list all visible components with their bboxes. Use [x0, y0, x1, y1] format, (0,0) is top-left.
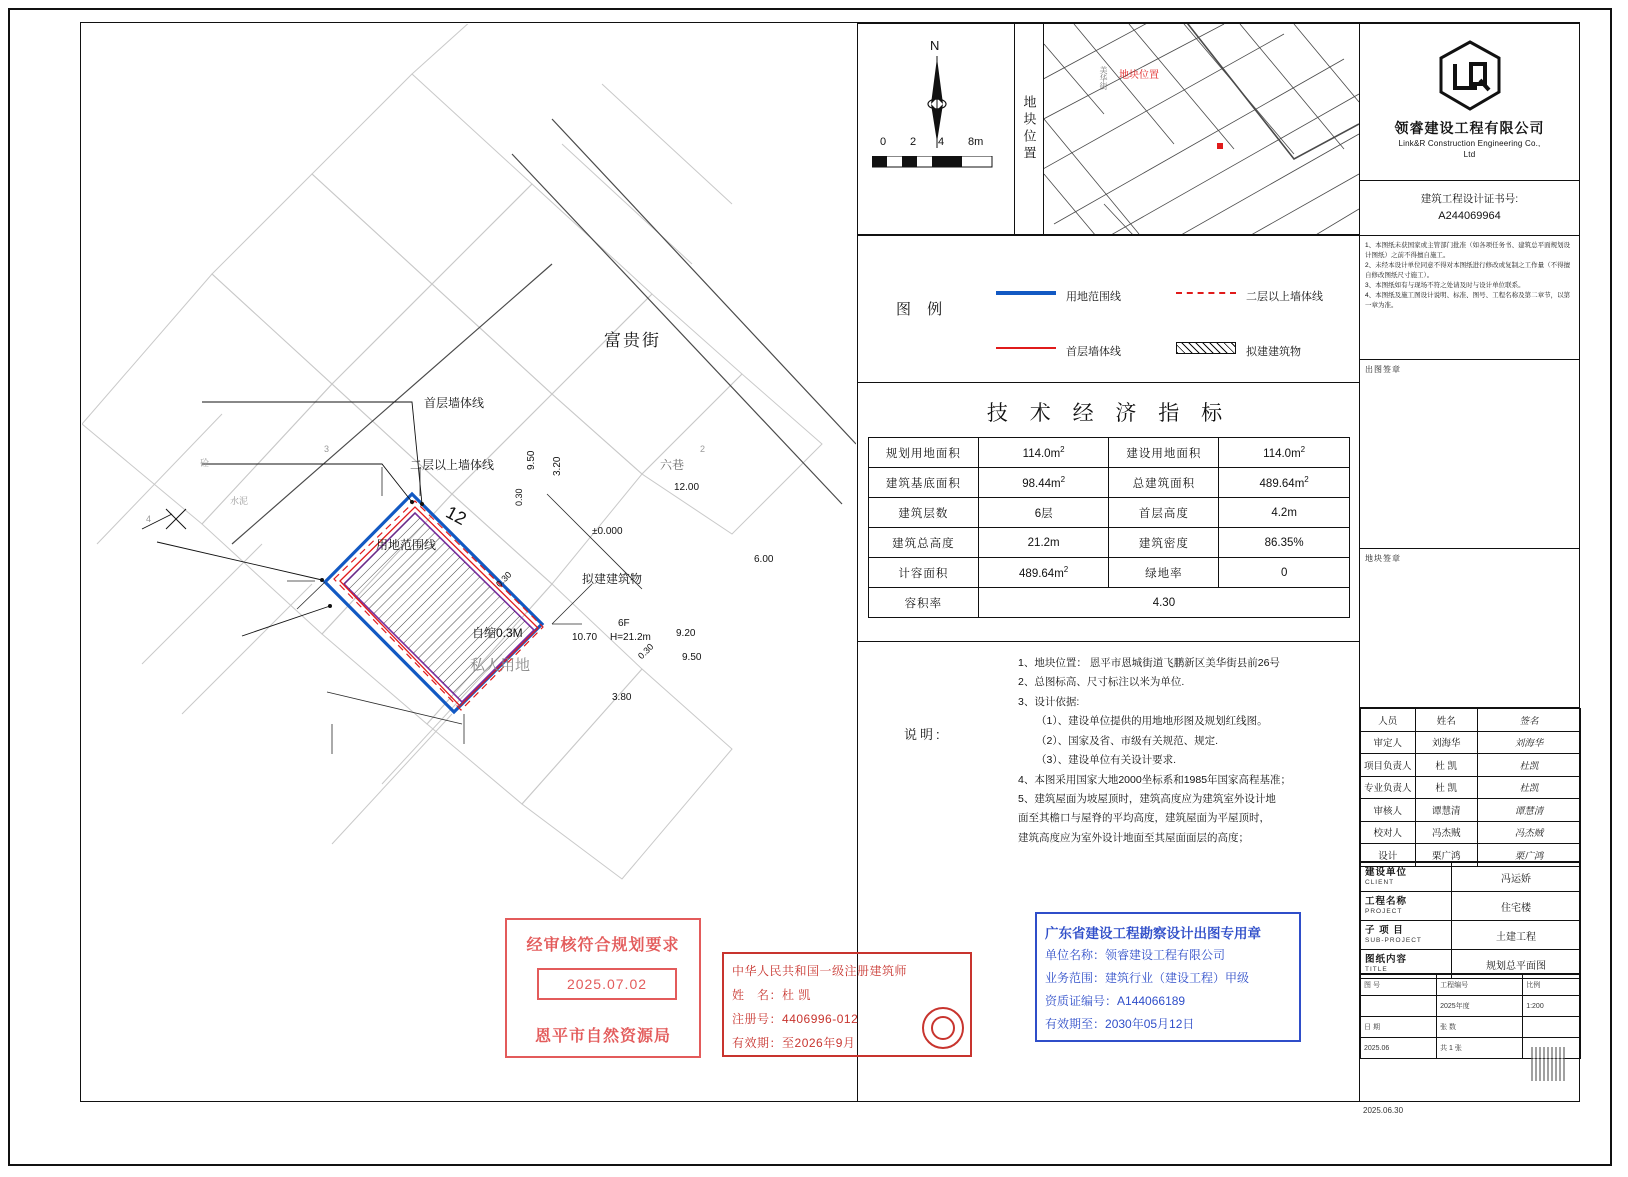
legend-label-first-wall: 首层墙体线 — [1066, 346, 1121, 358]
blue-stamp-valid: 有效期至：2030年05月12日 — [1045, 1017, 1195, 1031]
tech-key: 建筑层数 — [869, 498, 979, 528]
tech-value: $489.64m^2$ — [978, 558, 1109, 588]
dimension-6-00: 6.00 — [754, 554, 774, 565]
tech-value: 86.35% — [1219, 528, 1350, 558]
location-marker-label: 地块位置 — [1119, 70, 1159, 81]
signer-role: 专业负责人 — [1361, 776, 1416, 799]
faint-note-2: 4 — [146, 514, 152, 524]
dimension-0-30-a: 0.30 — [514, 488, 524, 506]
note-line-1: 1、本图纸未获国家或主管部门批准（如各项任务书、建筑总平面规划设计图纸）之前不得擅自施工。 — [1365, 242, 1571, 260]
blue-stamp-scope: 业务范围：建筑行业（建设工程）甲级 — [1045, 971, 1250, 985]
titleblock-table — [1360, 862, 1581, 979]
sheet-info-cell: 工程编号 — [1437, 975, 1523, 996]
certificate-number: A244069964 — [1438, 210, 1501, 222]
signers-table — [1360, 708, 1581, 867]
dimension-12-00: 12.00 — [674, 482, 700, 493]
signer-name: 杜 凯 — [1415, 776, 1477, 799]
dimension-0-30-b: 0.30 — [494, 569, 514, 590]
technical-indicators-table — [868, 437, 1350, 618]
signer-signature: 刘海华 — [1477, 731, 1580, 754]
blue-stamp-title: 广东省建设工程勘察设计出图专用章 — [1045, 926, 1261, 941]
signers-header-name: 姓名 — [1415, 709, 1477, 732]
area-seal-panel — [1359, 548, 1580, 708]
proposed-building-label: 拟建建筑物 — [582, 572, 643, 586]
sheet-info-cell: 2025年度 — [1437, 996, 1523, 1017]
titleblock-value: 土建工程 — [1451, 921, 1580, 950]
tech-key: 首层高度 — [1109, 498, 1219, 528]
dimension-9-50-b: 9.50 — [682, 652, 702, 663]
tech-key: 建筑总高度 — [869, 528, 979, 558]
titleblock-panel — [1359, 861, 1580, 974]
qr-code — [1531, 1047, 1565, 1081]
description-line: （2）、国家及省、市级有关规范、规定. — [1036, 734, 1219, 747]
tech-value: 21.2m — [978, 528, 1109, 558]
company-logo-panel — [1359, 23, 1580, 181]
tech-key: 建设用地面积 — [1109, 438, 1219, 468]
floor-count-label: 6F — [618, 618, 630, 629]
architect-title: 中华人民共和国一级注册建筑师 — [732, 964, 908, 978]
legend-panel — [857, 235, 1360, 383]
private-land-label: 私人用地 — [470, 657, 531, 674]
signers-header-sign: 签名 — [1477, 709, 1580, 732]
titleblock-value: 住宅楼 — [1451, 892, 1580, 921]
signer-role: 设计 — [1361, 844, 1416, 867]
legend-swatch-land-boundary — [996, 287, 1056, 299]
signer-name: 栗广鸿 — [1415, 844, 1477, 867]
general-notes-text — [1365, 241, 1575, 311]
planning-approval-stamp — [505, 918, 701, 1058]
signer-name: 谭慧清 — [1415, 799, 1477, 822]
signer-signature: 冯杰贼 — [1477, 821, 1580, 844]
signer-signature: 谭慧清 — [1477, 799, 1580, 822]
signer-name: 杜 凯 — [1415, 754, 1477, 777]
tech-key: 建筑基底面积 — [869, 468, 979, 498]
tech-value: $114.0m^2$ — [1219, 438, 1350, 468]
dimension-3-80: 3.80 — [612, 692, 632, 703]
architect-valid-row: 有效期：至2026年9月 — [732, 1036, 856, 1050]
street-name-label: 富贵街 — [604, 331, 661, 350]
table-row — [1361, 975, 1581, 996]
titleblock-value: 冯运娇 — [1451, 863, 1580, 892]
table-row — [1361, 892, 1581, 921]
location-road-label: 美华街 — [1099, 66, 1108, 90]
faint-note-3: 3 — [324, 444, 330, 454]
dimension-9-50-a: 9.50 — [526, 450, 537, 470]
approval-title: 经审核符合规划要求 — [526, 937, 680, 954]
table-row — [1361, 709, 1581, 732]
description-line: 2、总图标高、尺寸标注以米为单位. — [1018, 676, 1185, 689]
table-row — [1361, 754, 1581, 777]
signers-header-role: 人员 — [1361, 709, 1416, 732]
table-row — [869, 438, 1350, 468]
signer-signature: 杜凯 — [1477, 754, 1580, 777]
sheet-info-cell: 共 1 张 — [1437, 1038, 1523, 1059]
signer-name: 刘海华 — [1415, 731, 1477, 754]
location-side-label: 地块位置 — [1021, 95, 1037, 163]
approval-date: 2025.07.02 — [537, 968, 677, 1000]
sheet-info-cell: 日 期 — [1361, 1017, 1437, 1038]
table-row — [1361, 1017, 1581, 1038]
description-line: 面至其檐口与屋脊的平均高度，建筑屋面为平屋顶时， — [1018, 812, 1270, 825]
signer-role: 审定人 — [1361, 731, 1416, 754]
dimension-0-30-c: 0.30 — [636, 641, 656, 662]
description-line: 1、地块位置： 恩平市恩城街道飞鹏新区美华街县前26号 — [1018, 657, 1280, 669]
sheet-info-cell — [1523, 1017, 1581, 1038]
table-row — [869, 528, 1350, 558]
description-line: 5、建筑屋面为坡屋顶时，建筑高度应为建筑室外设计地 — [1018, 792, 1276, 805]
architect-name-row: 姓 名：杜 凯 — [732, 988, 811, 1002]
area-seal-label: 地块签章 — [1365, 554, 1401, 563]
blue-stamp-unit: 单位名称：领睿建设工程有限公司 — [1045, 948, 1226, 962]
legend-label-land-boundary: 用地范围线 — [1066, 291, 1121, 303]
location-map-panel — [1043, 23, 1360, 235]
sheet-info-panel — [1359, 973, 1580, 1102]
tech-key: 规划用地面积 — [869, 438, 979, 468]
table-row — [1361, 821, 1581, 844]
location-side-label-box — [1014, 23, 1044, 235]
description-line: （1）、建设单位提供的用地地形图及规划红线图。 — [1036, 715, 1268, 728]
tech-key: 计容面积 — [869, 558, 979, 588]
tech-key: 容积率 — [869, 588, 979, 618]
signer-name: 冯杰贼 — [1415, 821, 1477, 844]
titleblock-key: 子 项 目 SUB-PROJECT — [1361, 921, 1452, 950]
tech-value: $489.64m^2$ — [1219, 468, 1350, 498]
building-elevation-label: ±0.000 — [592, 526, 623, 537]
note-line-2: 2、未经本设计单位同意不得对本图纸进行修改或复制之工作量（不得擅自修改图纸尺寸施工）。 — [1365, 262, 1571, 280]
legend-swatch-proposed-building — [1176, 342, 1236, 354]
tech-value: 0 — [1219, 558, 1350, 588]
titleblock-value: 规划总平面图 — [1451, 950, 1580, 979]
architect-seal-icon — [922, 1007, 964, 1049]
design-certificate-panel — [1359, 180, 1580, 236]
tech-value: $98.44m^2$ — [978, 468, 1109, 498]
dimension-3-20: 3.20 — [552, 456, 563, 476]
signer-role: 校对人 — [1361, 821, 1416, 844]
scale-bar-icon — [872, 156, 1002, 170]
north-letter: N — [930, 38, 940, 53]
tech-key: 总建筑面积 — [1109, 468, 1219, 498]
callout-upper-floor-wall: 二层以上墙体线 — [410, 458, 495, 472]
dimension-12: 12 — [442, 502, 470, 530]
signer-role: 审核人 — [1361, 799, 1416, 822]
sheet-info-cell: 2025.06 — [1361, 1038, 1437, 1059]
description-line: 4、本图采用国家大地2000坐标系和1985年国家高程基准； — [1018, 773, 1292, 786]
legend-label-upper-wall: 二层以上墙体线 — [1246, 291, 1323, 303]
faint-note-0: 砼 — [200, 458, 210, 468]
faint-note-4: 2 — [700, 444, 706, 454]
technical-indicators-title: 技 术 经 济 指 标 — [986, 402, 1231, 425]
signer-signature: 杜凯 — [1477, 776, 1580, 799]
table-row — [869, 588, 1350, 618]
table-row — [1361, 921, 1581, 950]
description-list — [1018, 654, 1348, 848]
table-row — [869, 558, 1350, 588]
company-name: 领睿建设工程有限公司 — [1394, 120, 1545, 136]
legend-label-proposed-building: 拟建建筑物 — [1246, 346, 1301, 358]
plot-date: 2025.06.30 — [1363, 1106, 1404, 1115]
titleblock-key: 图纸内容 TITLE — [1361, 950, 1452, 979]
sheet-info-cell: 1:200 — [1523, 996, 1581, 1017]
certificate-label: 建筑工程设计证书号: — [1420, 193, 1519, 205]
signer-signature: 栗广鸿 — [1477, 844, 1580, 867]
dimension-9-20: 9.20 — [676, 628, 696, 639]
alley-label: 六巷 — [660, 458, 685, 472]
site-plan-drawing — [82, 24, 859, 1100]
table-row — [869, 498, 1350, 528]
company-name-en: Link&R Construction Engineering Co., Ltd — [1398, 139, 1541, 160]
sheet-info-cell — [1361, 996, 1437, 1017]
callout-first-floor-wall: 首层墙体线 — [424, 396, 485, 410]
tech-key: 绿地率 — [1109, 558, 1219, 588]
sheet-info-cell: 图 号 — [1361, 975, 1437, 996]
approval-issuer: 恩平市自然资源局 — [534, 1028, 671, 1045]
plot-seal-label: 出图签章 — [1365, 365, 1401, 374]
registered-architect-stamp — [722, 952, 972, 1057]
description-label: 说明: — [904, 727, 943, 742]
tech-value: $114.0m^2$ — [978, 438, 1109, 468]
company-logo-icon — [1437, 40, 1503, 112]
signer-role: 项目负责人 — [1361, 754, 1416, 777]
description-line: （3）、建设单位有关设计要求. — [1036, 754, 1177, 767]
callout-setback: 自缩0.3M — [472, 626, 523, 640]
legend-title: 图 例 — [896, 301, 949, 318]
table-row — [1361, 863, 1581, 892]
callout-land-boundary: 用地范围线 — [376, 538, 437, 552]
legend-swatch-upper-wall — [1176, 287, 1236, 299]
note-line-3: 3、本图纸如有与现场不符之处请及时与设计单位联系。 — [1365, 282, 1525, 290]
description-line: 3、设计依据: — [1018, 695, 1080, 708]
general-notes-panel — [1359, 235, 1580, 360]
table-row — [1361, 799, 1581, 822]
technical-indicators-panel — [857, 382, 1360, 642]
architect-reg-row: 注册号：4406996-012 — [732, 1012, 859, 1026]
description-line: 建筑高度应为室外设计地面至其屋面面层的高度； — [1018, 831, 1249, 844]
signers-panel — [1359, 707, 1580, 862]
tech-value: 4.2m — [1219, 498, 1350, 528]
site-plan-vector — [82, 24, 859, 1100]
survey-design-stamp — [1035, 912, 1301, 1042]
north-arrow-panel: N 0 2 4 8m — [857, 23, 1015, 235]
table-row — [1361, 776, 1581, 799]
sheet-info-cell: 比例 — [1523, 975, 1581, 996]
legend-swatch-first-wall — [996, 342, 1056, 354]
building-height-label: H=21.2m — [610, 632, 651, 643]
tech-key: 建筑密度 — [1109, 528, 1219, 558]
dimension-10-70: 10.70 — [572, 632, 598, 643]
table-row — [1361, 731, 1581, 754]
table-row — [869, 468, 1350, 498]
titleblock-key: 建设单位 CLIENT — [1361, 863, 1452, 892]
blue-stamp-cert: 资质证编号：A144066189 — [1045, 994, 1186, 1008]
table-row — [1361, 996, 1581, 1017]
sheet-info-cell: 张 数 — [1437, 1017, 1523, 1038]
plot-seal-panel — [1359, 359, 1580, 549]
note-line-4: 4、本图纸及施工图设计说明、标准、图号、工程名称及第二章节，以第一章为准。 — [1365, 292, 1571, 310]
titleblock-key: 工程名称 PROJECT — [1361, 892, 1452, 921]
tech-value: 6层 — [978, 498, 1109, 528]
tech-value: 4.30 — [978, 588, 1349, 618]
faint-note-1: 水泥 — [230, 496, 249, 506]
location-map-vector — [1044, 24, 1359, 234]
